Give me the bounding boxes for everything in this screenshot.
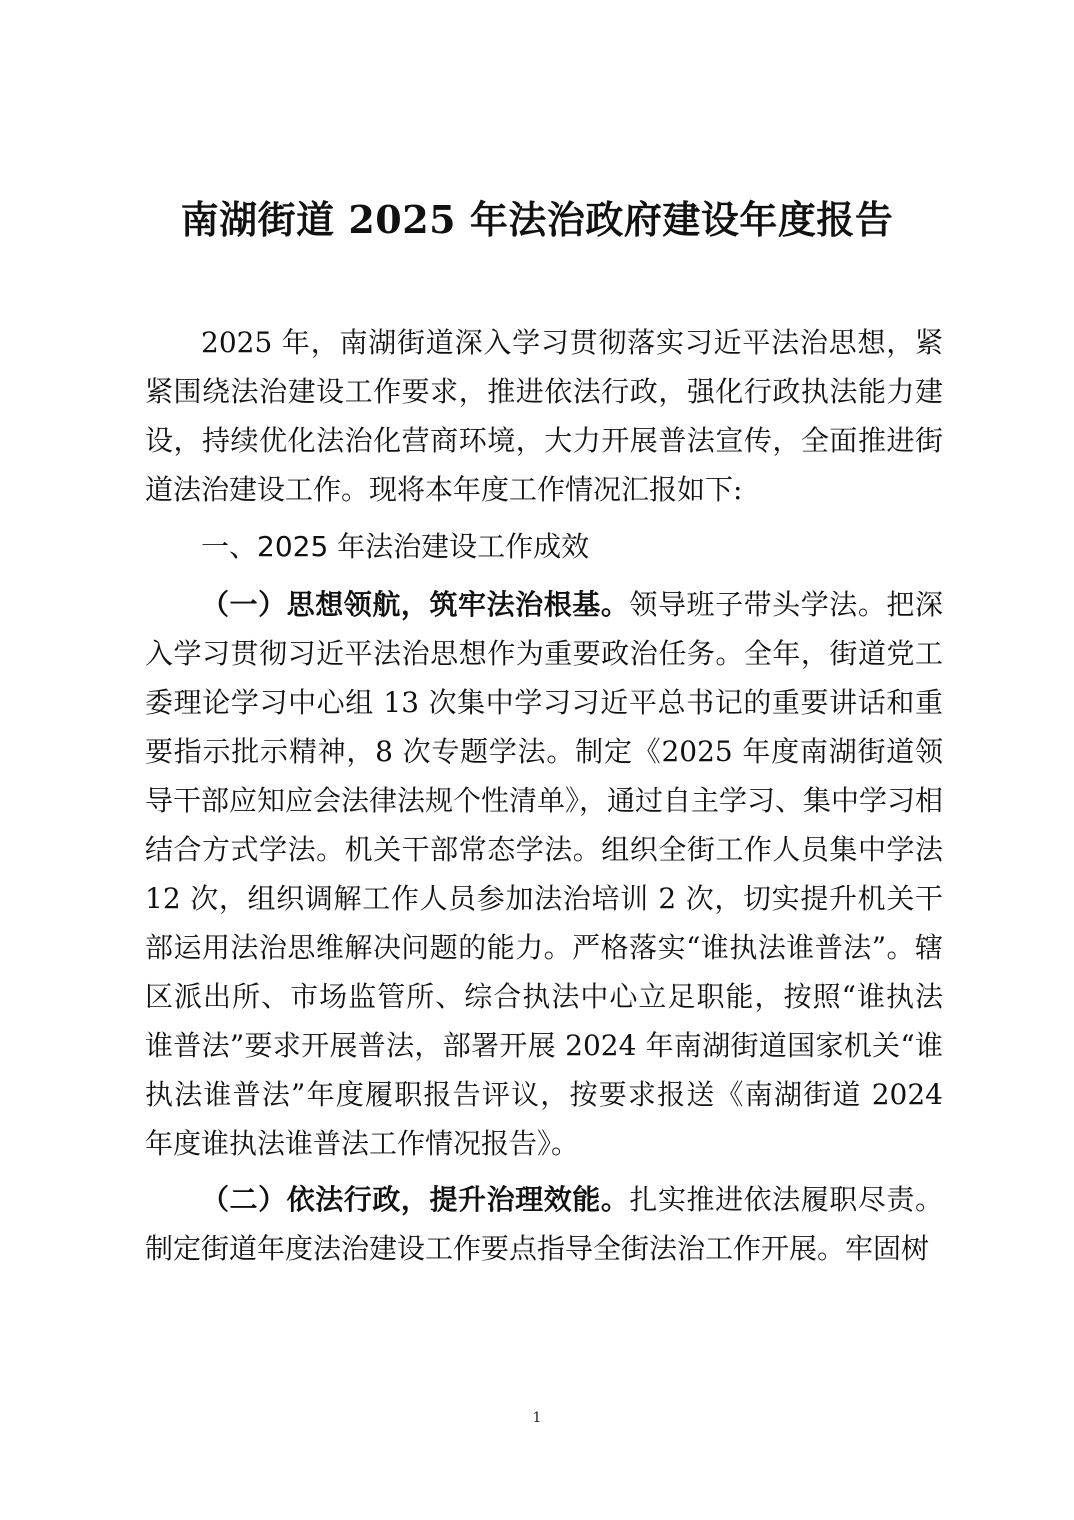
document-body — [145, 318, 943, 1273]
subsection-text-1: 领导班子带头学法。把深入学习贯彻习近平法治思想作为重要政治任务。全年，街道党工委理论学习中心组 13 次集中学习习近平总书记的重要讲话和重要指示批示精神，8 次专题学法。制定《2025 年度南湖街道领导干部应知应会法律法规个性清单》，通过自主学习、集中学习相结合方式学法。机关干部常态学法。组织全街工作人员集中学法 12 次，组织调解工作人员参加法治培训 2 次，切实提升机关干部运用法治思维解决问题的能力。严格落实“谁执法谁普法”。辖区派出所、市场监管所、综合执法中心立足职能，按照“谁执法谁普法”要求开展普法，部署开展 2024 年南湖街道国家机关“谁执法谁普法”年度履职报告评议，按要求报送《南湖街道 2024 年度谁执法谁普法工作情况报告》。 — [145, 588, 944, 1160]
page-number: 1 — [532, 1410, 542, 1426]
intro-paragraph: 2025 年，南湖街道深入学习贯彻落实习近平法治思想，紧紧围绕法治建设工作要求，推进依法行政，强化行政执法能力建设，持续优化法治化营商环境，大力开展普法宣传，全面推进街道法治建设工作。现将本年度工作情况汇报如下: — [145, 326, 943, 506]
section-paragraph-2 — [145, 1175, 943, 1273]
section-heading: 一、2025 年法治建设工作成效 — [201, 530, 590, 563]
subsection-text-2: 扎实推进依法履职尽责。制定街道年度法治建设工作要点指导全街法治工作开展。牢固树 — [145, 1183, 943, 1265]
subsection-heading-1: （一）思想领航，筑牢法治根基。 — [201, 588, 630, 621]
subsection-heading-2: （二）依法行政，提升治理效能。 — [201, 1183, 630, 1216]
section-paragraph-1 — [145, 580, 943, 1168]
page-title: 南湖街道 2025 年法治政府建设年度报告 — [180, 197, 894, 242]
